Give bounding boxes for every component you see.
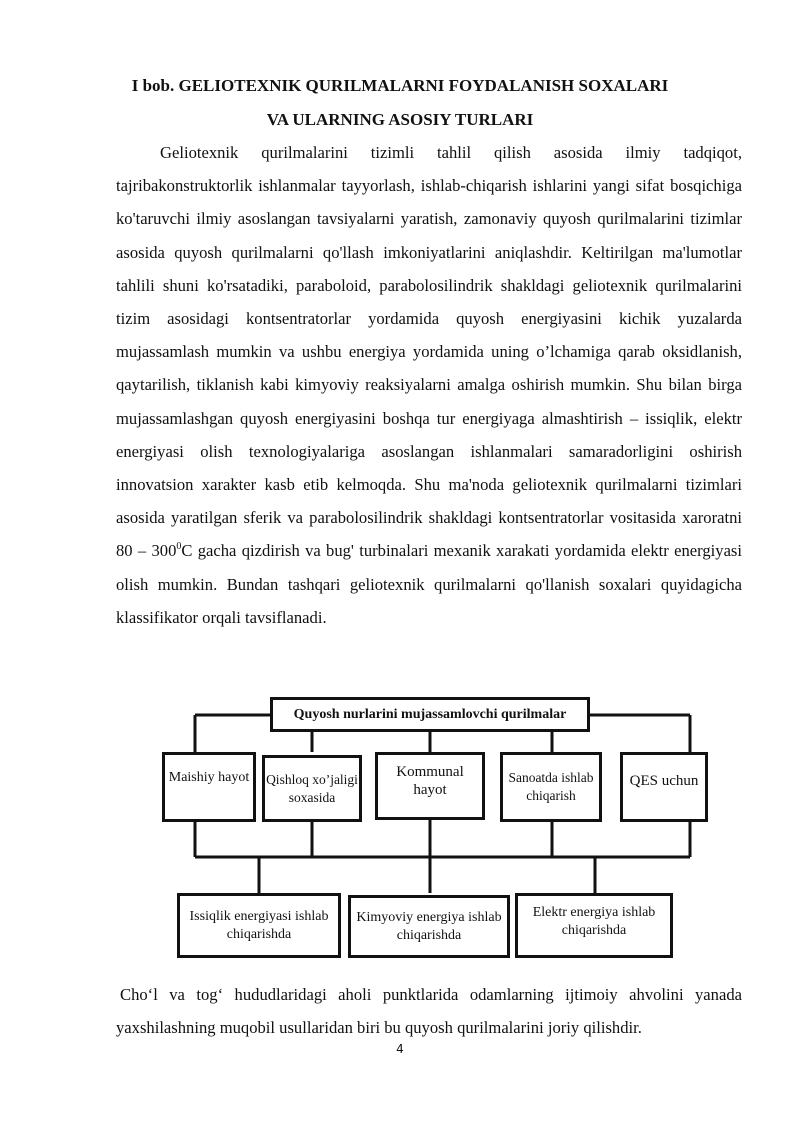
paragraph-1-text-a: Geliotexnik qurilmalarini tizimli tahlil qilish asosida ilmiy tadqiqot, tajribakonstruktorlik ishlanmalar tayyorlash, ishlab-chiqarish ishlarini yangi sifat bosqichiga ko'taruvchi ilmiy asoslangan tavsiyalarni yaratish, zamonaviy quyosh qurilmalarini tizimlar asosida quyosh qurilmalarni qo'llash imkoniyatlarini aniqlashdir. Keltirilgan ma'lumotlar tahlili shuni ko'rsatadiki, paraboloid, parabolosilindrik shakldagi geliotexnik qurilmalarini tizim asosidagi kontsentratorlar yordamida quyosh energiyasini kichik yuzalarda mujassamlash mumkin va ushbu energiya yordamida uning o’lchamiga qarab oksidlanish, qaytarilish, tiklanish kabi kimyoviy reaksiyalarni amalga oshirish mumkin. Shu bilan birga mujassamlashgan quyosh energiyasini boshqa tur energiyaga almashtirish – issiqlik, elektr energiyasi olish texnologiyalariga asoslangan ishlanmalari samaradorligini oshirish innovatsion xarakter kasb etib kelmoqda. Shu ma'noda geliotexnik qurilmalarni tizimlari asosida yaratilgan sferik va parabolosilindrik shakldagi kontsentratorlar vositasida xaroratni 80 – 300 [116, 143, 742, 561]
degree-superscript: 0 [176, 541, 182, 553]
diagram-box-qishloq: Qishloq xo’jaligi soxasida [262, 755, 362, 822]
body-paragraph-2 [116, 978, 742, 1044]
heading-line-1: I bob. GELIOTEXNIK QURILMALARNI FOYDALANISH SOXALARI [131, 76, 669, 95]
diagram-box-kommunal: Kommunal hayot [375, 752, 485, 820]
page-number: 4 [396, 1042, 404, 1056]
diagram-box-elektr: Elektr energiya ishlab chiqarishda [515, 893, 673, 958]
diagram-box-qes: QES uchun [620, 752, 708, 822]
diagram-top-box: Quyosh nurlarini mujassamlovchi qurilmalar [270, 697, 590, 732]
diagram-box-sanoat: Sanoatda ishlab chiqarish [500, 752, 602, 822]
diagram-box-issiqlik: Issiqlik energiyasi ishlab chiqarishda [177, 893, 341, 958]
paragraph-2-text: Cho‘l va tog‘ hududlaridagi aholi punktlarida odamlarning ijtimoiy ahvolini yanada yaxshilashning muqobil usullaridan biri bu quyosh qurilmalarini joriy qilishdir. [116, 985, 742, 1038]
diagram-box-kimyoviy: Kimyoviy energiya ishlab chiqarishda [348, 895, 510, 958]
paragraph-1-text-b: C gacha qizdirish va bug' turbinalari mexanik xarakati yordamida elektr energiyasi olish mumkin. Bundan tashqari geliotexnik qurilmalarni qo'llanish soxalari quyidagicha klassifikator orqali tavsiflanadi. [116, 541, 742, 627]
diagram-box-maishiy: Maishiy hayot [162, 752, 256, 822]
heading-line-2: VA ULARNING ASOSIY TURLARI [266, 110, 534, 129]
